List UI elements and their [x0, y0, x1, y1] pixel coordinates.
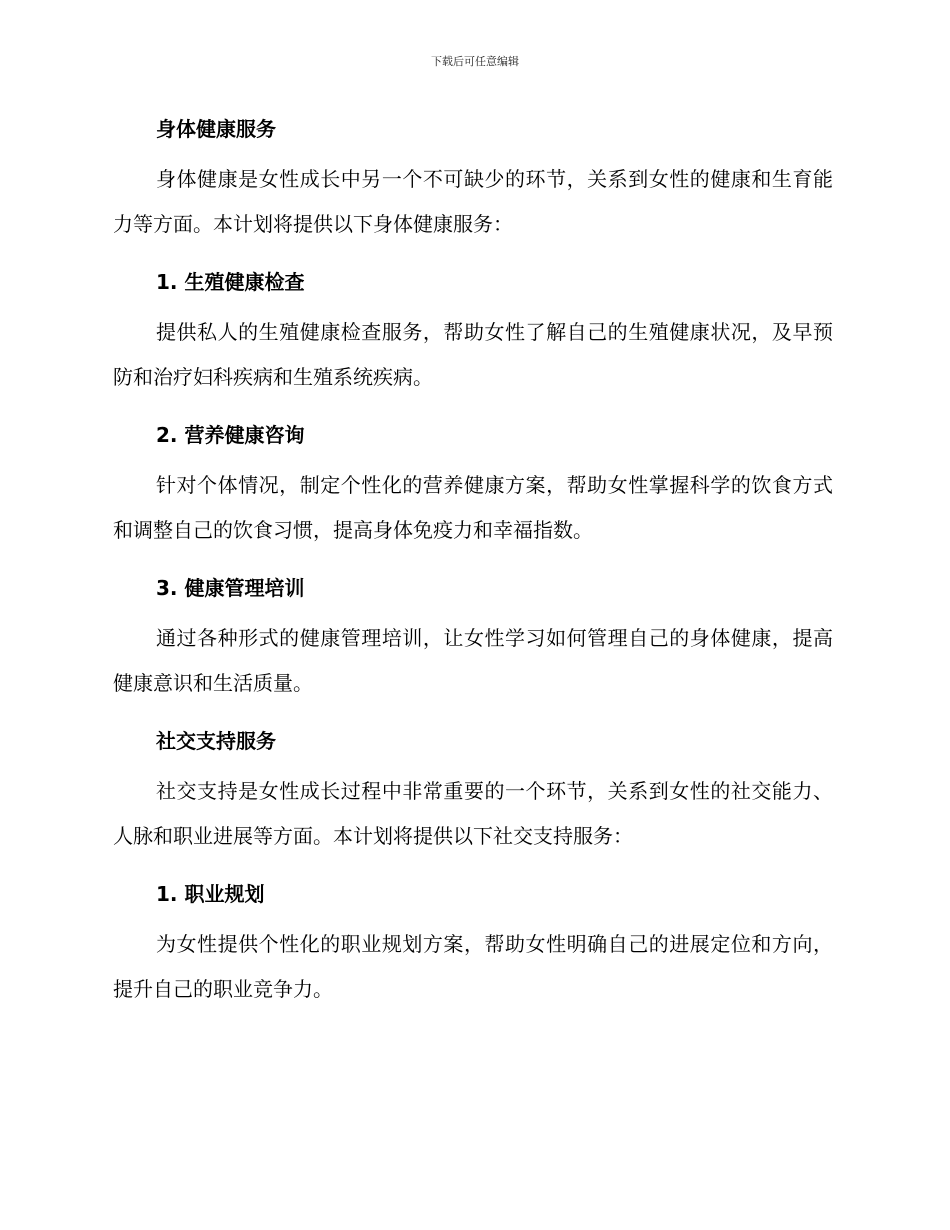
- body-paragraph: 针对个体情况，制定个性化的营养健康方案，帮助女性掌握科学的饮食方式和调整自己的饮食习惯，提高身体免疫力和幸福指数。: [113, 473, 833, 542]
- subsection-heading: 2. 营养健康咨询: [156, 423, 305, 447]
- subsection-heading: 1. 职业规划: [156, 882, 265, 906]
- body-paragraph: 通过各种形式的健康管理培训，让女性学习如何管理自己的身体健康，提高健康意识和生活质量。: [113, 626, 833, 695]
- page-header-note: 下载后可任意编辑: [431, 55, 519, 68]
- body-paragraph: 提供私人的生殖健康检查服务，帮助女性了解自己的生殖健康状况，及早预防和治疗妇科疾病和生殖系统疾病。: [113, 320, 833, 389]
- subsection-heading: 3. 健康管理培训: [156, 576, 305, 600]
- section-heading: 社交支持服务: [156, 729, 276, 753]
- document-body: [113, 114, 833, 1032]
- body-paragraph: 社交支持是女性成长过程中非常重要的一个环节，关系到女性的社交能力、人脉和职业进展等方面。本计划将提供以下社交支持服务：: [113, 779, 833, 848]
- body-paragraph: 为女性提供个性化的职业规划方案，帮助女性明确自己的进展定位和方向，提升自己的职业竞争力。: [113, 932, 833, 1001]
- section-heading: 身体健康服务: [156, 117, 276, 141]
- subsection-heading: 1. 生殖健康检查: [156, 270, 305, 294]
- body-paragraph: 身体健康是女性成长中另一个不可缺少的环节，关系到女性的健康和生育能力等方面。本计划将提供以下身体健康服务：: [113, 167, 833, 236]
